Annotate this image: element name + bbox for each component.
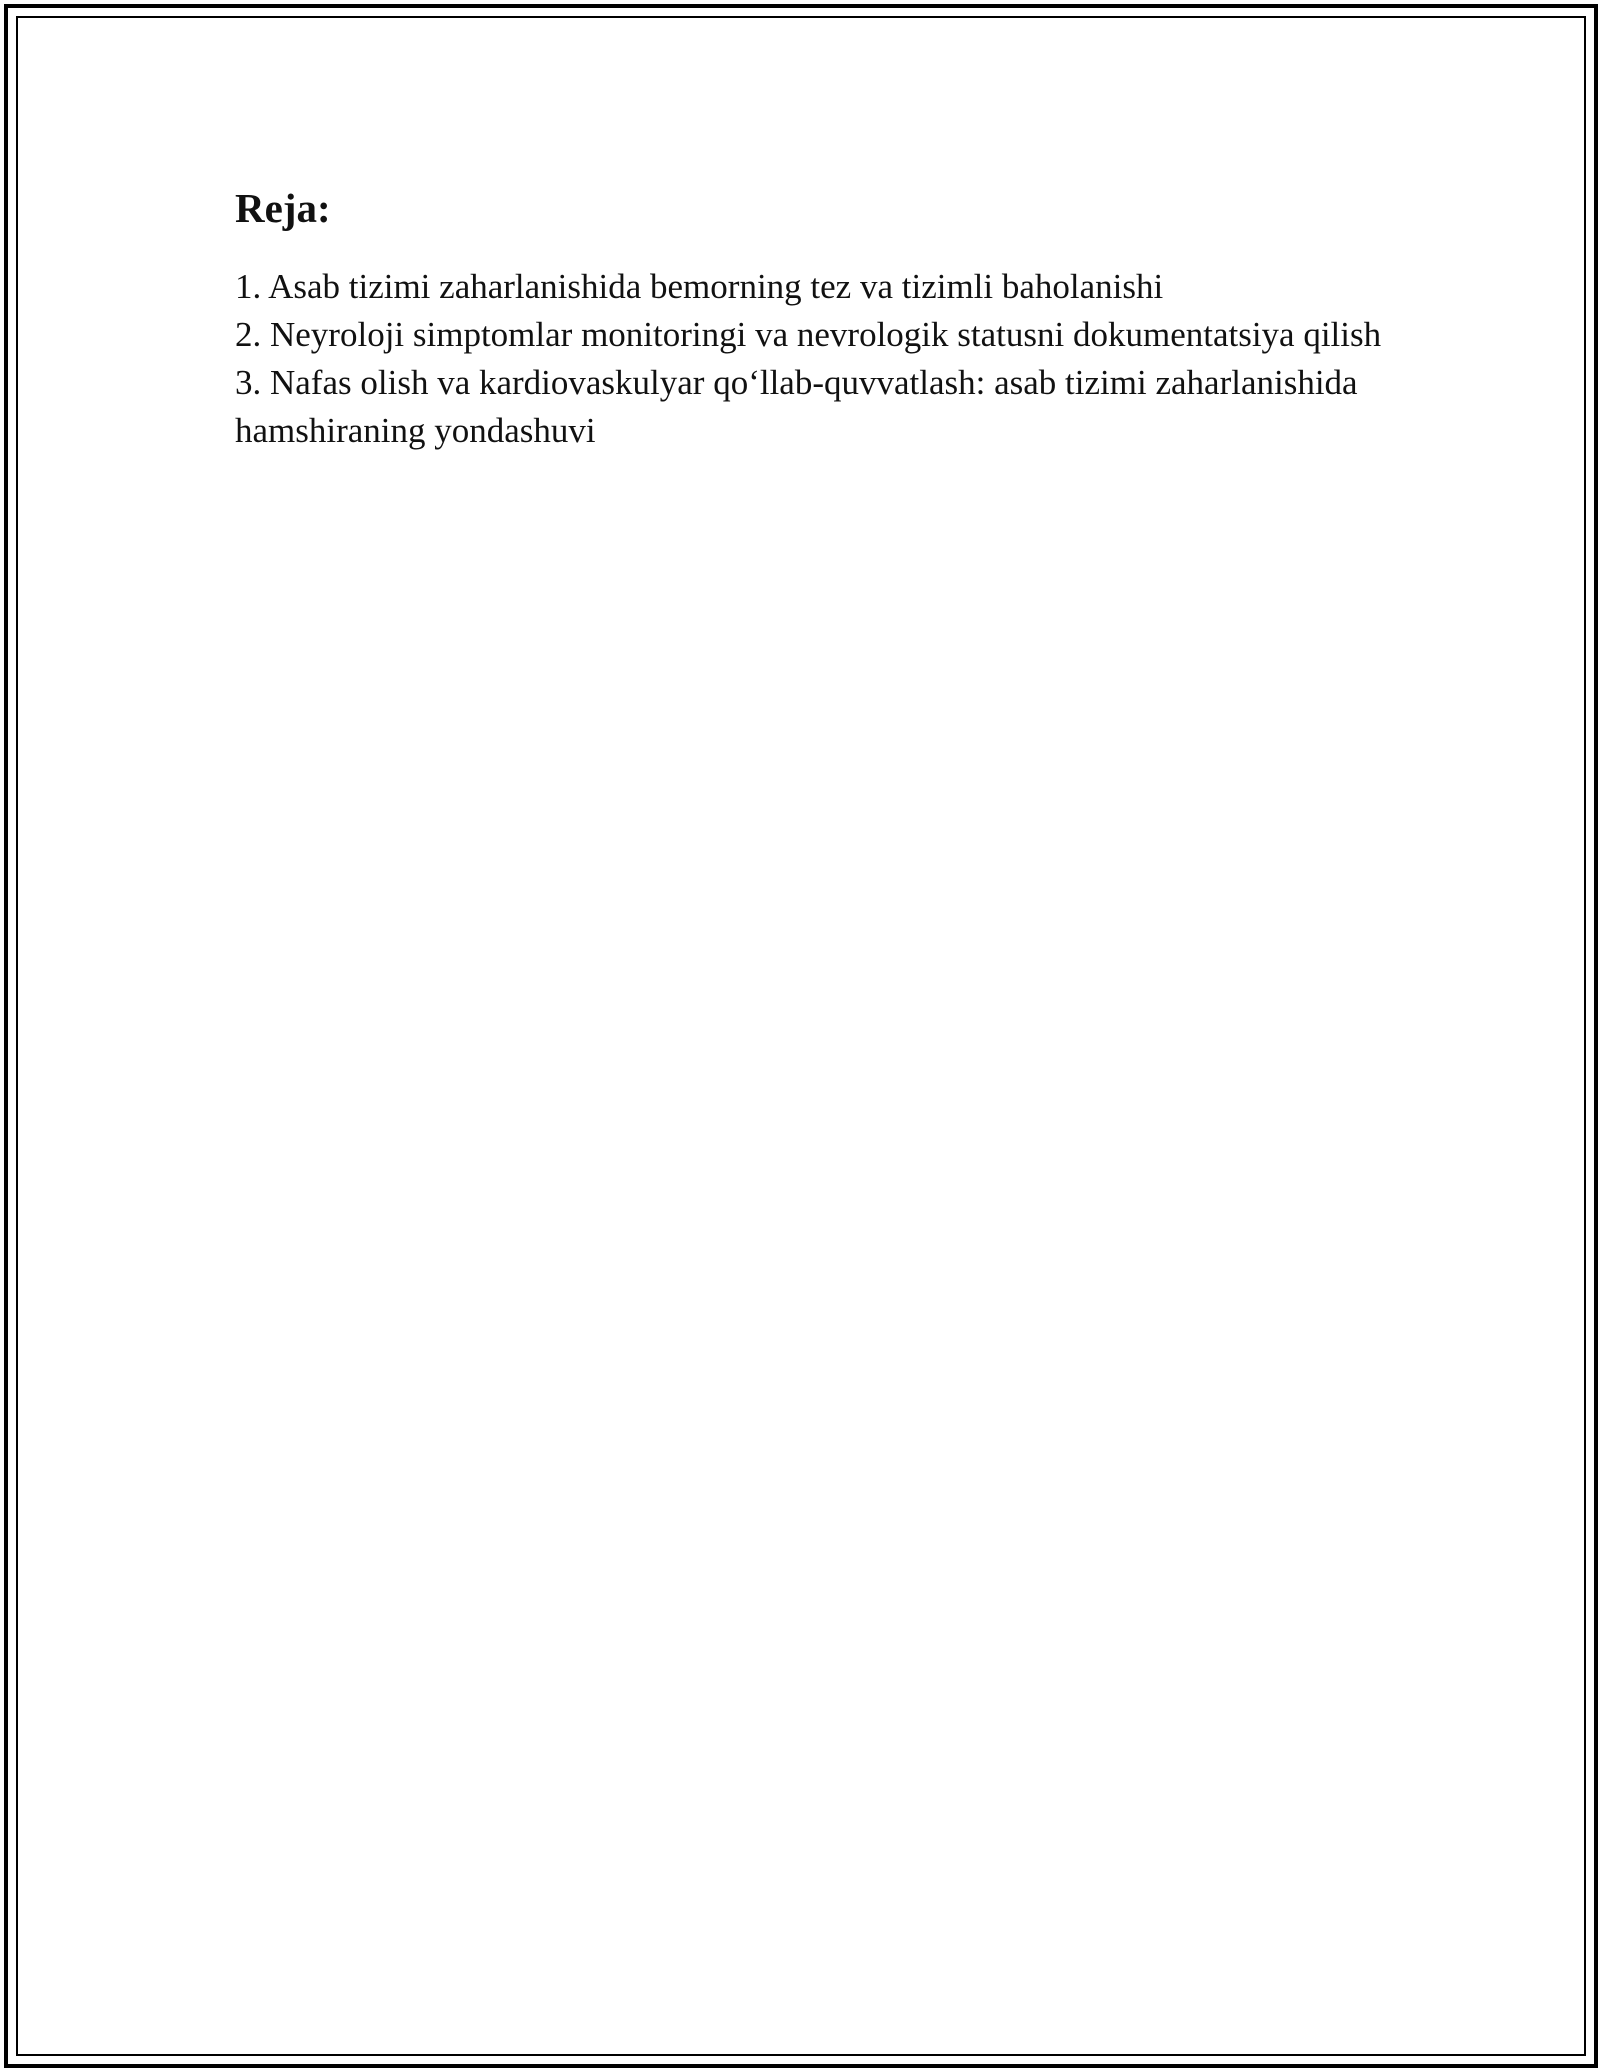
plan-item-3: 3. Nafas olish va kardiovaskulyar qo‘llab-quvvatlash: asab tizimi zaharlanishida hamshiraning yondashuvi <box>235 363 1358 451</box>
plan-heading: Reja: <box>235 185 331 231</box>
plan-list <box>235 263 1395 455</box>
document-body <box>235 184 1395 455</box>
plan-item-1: 1. Asab tizimi zaharlanishida bemorning tez va tizimli baholanishi <box>235 267 1164 307</box>
plan-item-2: 2. Neyroloji simptomlar monitoringi va nevrologik statusni dokumentatsiya qilish <box>235 315 1382 355</box>
